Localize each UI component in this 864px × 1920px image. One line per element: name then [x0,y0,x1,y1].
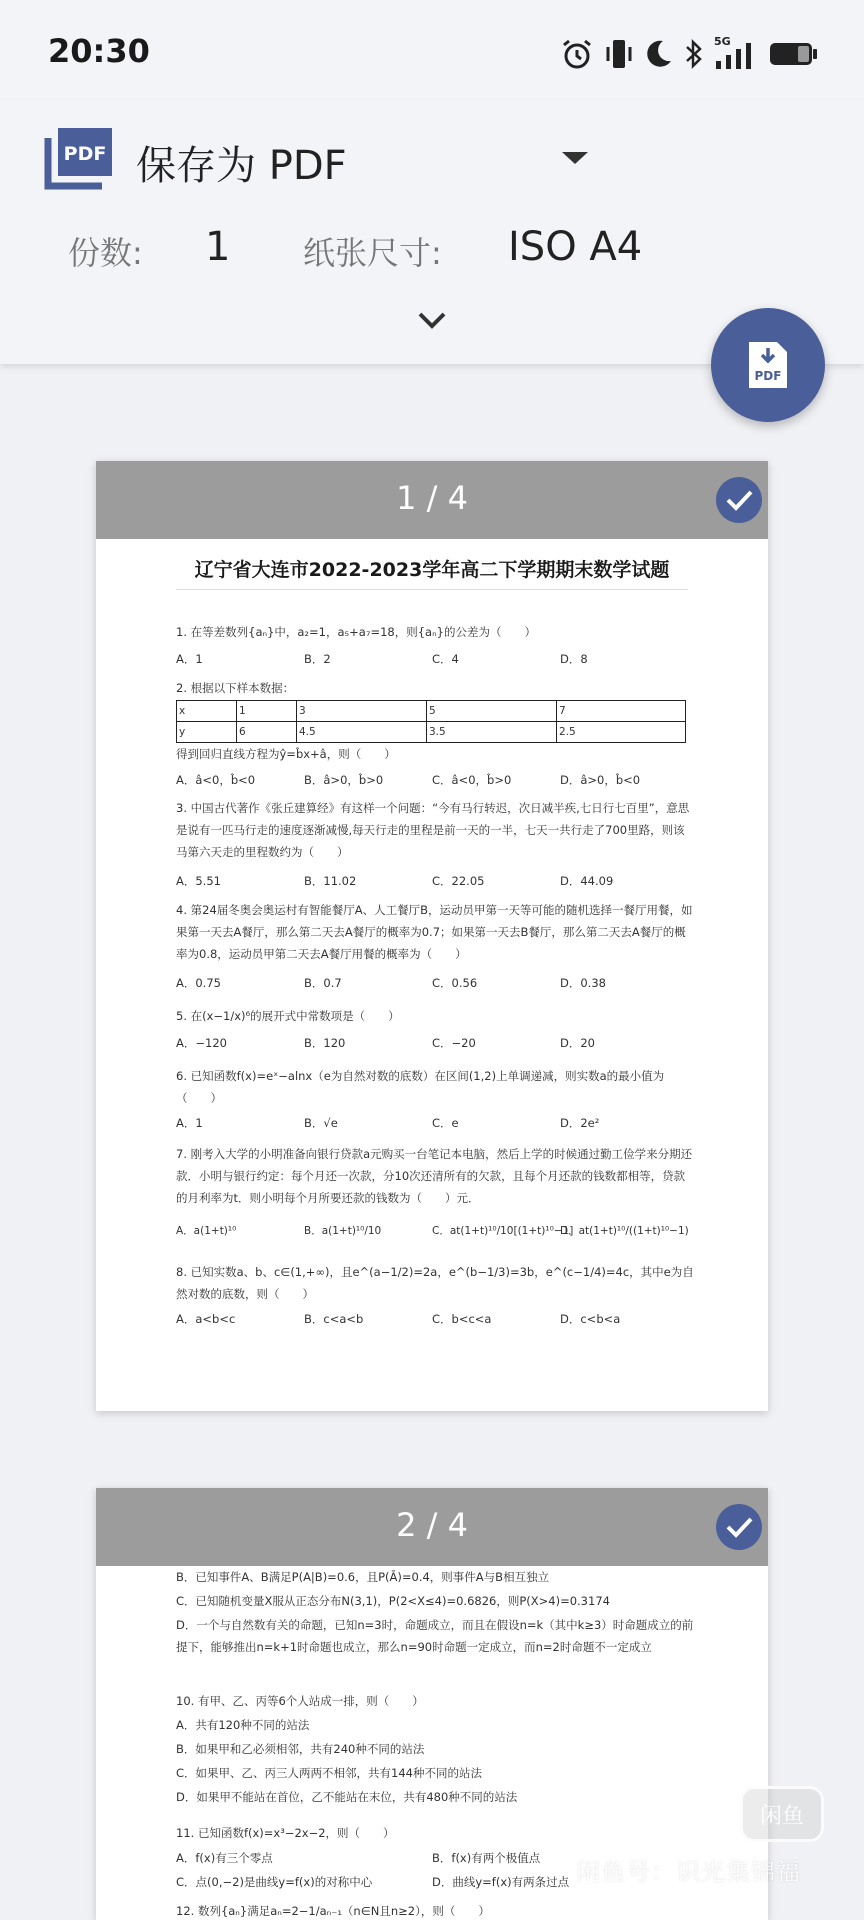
network-label: 5G [714,35,731,48]
status-bar [0,0,864,100]
question-6-options [176,1115,696,1133]
option-d: D．c<b<a [560,1312,621,1326]
check-icon [716,477,762,523]
question-5-options [176,1035,696,1053]
doc-title: 辽宁省大连市2022-2023学年高二下学期期末数学试题 [194,559,670,581]
watermark-text: 闲鱼号：识光集锦福 [576,1858,801,1886]
option-b: B．2 [304,652,331,666]
clock: 20:30 [48,32,150,70]
option-d: D．at(1+t)¹⁰/((1+t)¹⁰−1) [560,1225,689,1237]
battery-icon [768,37,820,71]
option-c: C．4 [432,652,459,666]
table-cell: 4.5 [297,722,427,743]
option-c: C．b<c<a [432,1312,492,1326]
option-d: D．曲线y=f(x)有两条过点 [432,1875,570,1889]
option-b: B．a(1+t)¹⁰/10 [304,1225,382,1237]
question-11: 11. 已知函数f(x)=x³−2x−2，则（ ） [176,1826,395,1840]
sample-data-table [176,700,686,743]
option-c: C．点(0,−2)是曲线y=f(x)的对称中心 [176,1875,373,1889]
question-9-option-b: B．已知事件A、B满足P(A|B)=0.6，且P(Ā)=0.4，则事件A与B相互独立 [176,1570,550,1584]
option-d: D．0.38 [560,976,606,990]
question-10-option-c: C．如果甲、乙、丙三人两两不相邻，共有144种不同的站法 [176,1766,482,1780]
title-divider [176,589,688,590]
option-a: A．a<b<c [176,1312,236,1326]
page-number: 2 / 4 [396,1506,468,1544]
option-b: B．11.02 [304,874,357,888]
table-cell: 3 [297,701,427,722]
option-a: A．−120 [176,1036,227,1050]
option-d: D．8 [560,652,588,666]
question-2: 2. 根据以下样本数据： [176,681,295,695]
table-cell: 6 [237,722,297,743]
paper-size-label: 纸张尺寸: [303,234,442,272]
watermark-logo [740,1786,824,1842]
option-a: A．0.75 [176,976,221,990]
question-9-option-c: C．已知随机变量X服从正态分布N(3,1)，P(2<X≤4)=0.6826，则P(X>4)=0.3174 [176,1594,610,1608]
question-7: 7. 刚考入大学的小明准备向银行贷款a元购买一台笔记本电脑，然后上学的时候通过勤工俭学来分期还款．小明与银行约定：每个月还一次款，分10次还清所有的欠款，且每个月还款的钱数都相等，贷款的月利率为t．则小明每个月所要还款的钱数为（ ）元． [176,1147,693,1205]
alarm-icon [560,37,594,71]
option-c: C．−20 [432,1036,476,1050]
option-b: B．f(x)有两个极值点 [432,1851,541,1865]
option-b: B．√e [304,1116,338,1130]
question-2-line: 得到回归直线方程为ŷ=b̂x+â，则（ ） [176,747,396,761]
table-cell: 3.5 [427,722,557,743]
question-10-option-d: D．如果甲不能站在首位，乙不能站在末位，共有480种不同的站法 [176,1790,518,1804]
check-icon [716,1504,762,1550]
question-2-options [176,772,696,790]
option-c: C．â<0，b̂>0 [432,773,512,787]
question-6: 6. 已知函数f(x)=eˣ−alnx（e为自然对数的底数）在区间(1,2)上单调递减，则实数a的最小值为（ ） [176,1069,665,1105]
moon-icon [644,37,674,71]
paper-size-value[interactable]: ISO A4 [508,224,643,270]
question-7-options [176,1223,696,1241]
table-cell: 2.5 [557,722,686,743]
download-pdf-icon [745,340,791,390]
printer-dropdown-arrow-icon[interactable] [562,152,588,164]
copies-label: 份数: [68,234,143,272]
status-icons [560,36,820,72]
question-1: 1. 在等差数列{aₙ}中，a₂=1，a₅+a₇=18，则{aₙ}的公差为（ ） [176,625,536,639]
option-d: D．20 [560,1036,595,1050]
question-10-option-b: B．如果甲和乙必须相邻，共有240种不同的站法 [176,1742,425,1756]
question-10-option-a: A．共有120种不同的站法 [176,1718,310,1732]
question-9-option-d: D．一个与自然数有关的命题，已知n=3时，命题成立，而且在假设n=k（其中k≥3）时命题成立的前提下，能够推出n=k+1时命题也成立，那么n=90时命题一定成立，而n=2时命题不一定成立 [176,1618,694,1654]
option-d: D．2e² [560,1116,600,1130]
question-4-options [176,975,696,993]
table-cell: 5 [427,701,557,722]
question-3-options [176,873,696,891]
question-8-options [176,1311,696,1329]
question-4: 4. 第24届冬奥会奥运村有智能餐厅A、人工餐厅B，运动员甲第一天等可能的随机选择一餐厅用餐，如果第一天去A餐厅，那么第二天去A餐厅的概率为0.7；如果第一天去B餐厅，那么第二天去A餐厅的概率为0.8，运动员甲第二天去A餐厅用餐的概率为（ ） [176,903,693,961]
question-8: 8. 已知实数a、b、c∈(1,+∞)，且e^(a−1/2)=2a，e^(b−1/3)=3b，e^(c−1/4)=4c，其中e为自然对数的底数，则（ ） [176,1265,694,1301]
option-b: B．c<a<b [304,1312,364,1326]
question-1-options [176,651,696,669]
pdf-printer-icon [44,126,114,190]
watermark-logo-text: 闲鱼 [759,1804,804,1829]
page-select-checkbox[interactable] [716,477,762,523]
vibrate-icon [604,37,634,71]
option-b: B．0.7 [304,976,342,990]
option-c: C．e [432,1116,459,1130]
page-select-checkbox[interactable] [716,1504,762,1550]
printer-selector[interactable]: 保存为 PDF [136,143,347,189]
option-d: D．44.09 [560,874,614,888]
question-12: 12. 数列{aₙ}满足aₙ=2−1/aₙ₋₁（n∈N且n≥2），则（ ） [176,1904,490,1918]
option-a: A．a(1+t)¹⁰ [176,1225,237,1237]
option-a: A．f(x)有三个零点 [176,1851,273,1865]
copies-value[interactable]: 1 [205,224,231,270]
option-b: B．120 [304,1036,346,1050]
table-cell: y [177,722,237,743]
option-a: A．â<0，b̂<0 [176,773,256,787]
pdf-logo-text: PDF [63,143,107,165]
page-header-bar [96,461,768,539]
page-header-bar [96,1488,768,1566]
bluetooth-icon [684,37,704,71]
page-content [96,539,768,1411]
expand-options-chevron-icon[interactable] [414,308,450,332]
preview-page-1[interactable] [96,461,768,1411]
option-c: C．22.05 [432,874,485,888]
table-row [177,701,686,722]
table-cell: 7 [557,701,686,722]
table-cell: 1 [237,701,297,722]
option-a: A．1 [176,1116,203,1130]
download-pdf-button[interactable] [711,308,825,422]
option-c: C．0.56 [432,976,478,990]
fab-pdf-text: PDF [754,369,782,383]
question-10: 10. 有甲、乙、丙等6个人站成一排，则（ ） [176,1694,424,1708]
option-a: A．5.51 [176,874,221,888]
option-c: C．at(1+t)¹⁰/10[(1+t)¹⁰−1] [432,1225,574,1237]
page-number: 1 / 4 [396,479,468,517]
table-row [177,722,686,743]
option-a: A．1 [176,652,203,666]
option-b: B．â>0，b̂>0 [304,773,384,787]
table-cell: x [177,701,237,722]
question-5: 5. 在(x−1/x)⁶的展开式中常数项是（ ） [176,1009,400,1023]
signal-icon [714,37,758,71]
question-3: 3. 中国古代著作《张丘建算经》有这样一个问题：“今有马行转迟，次日减半疾,七日行七百里”，意思是说有一匹马行走的速度逐渐减慢,每天行走的里程是前一天的一半，七天一共行走了700里路，则该马第六天走的里程数约为（ ） [176,801,690,859]
option-d: D．â>0，b̂<0 [560,773,641,787]
